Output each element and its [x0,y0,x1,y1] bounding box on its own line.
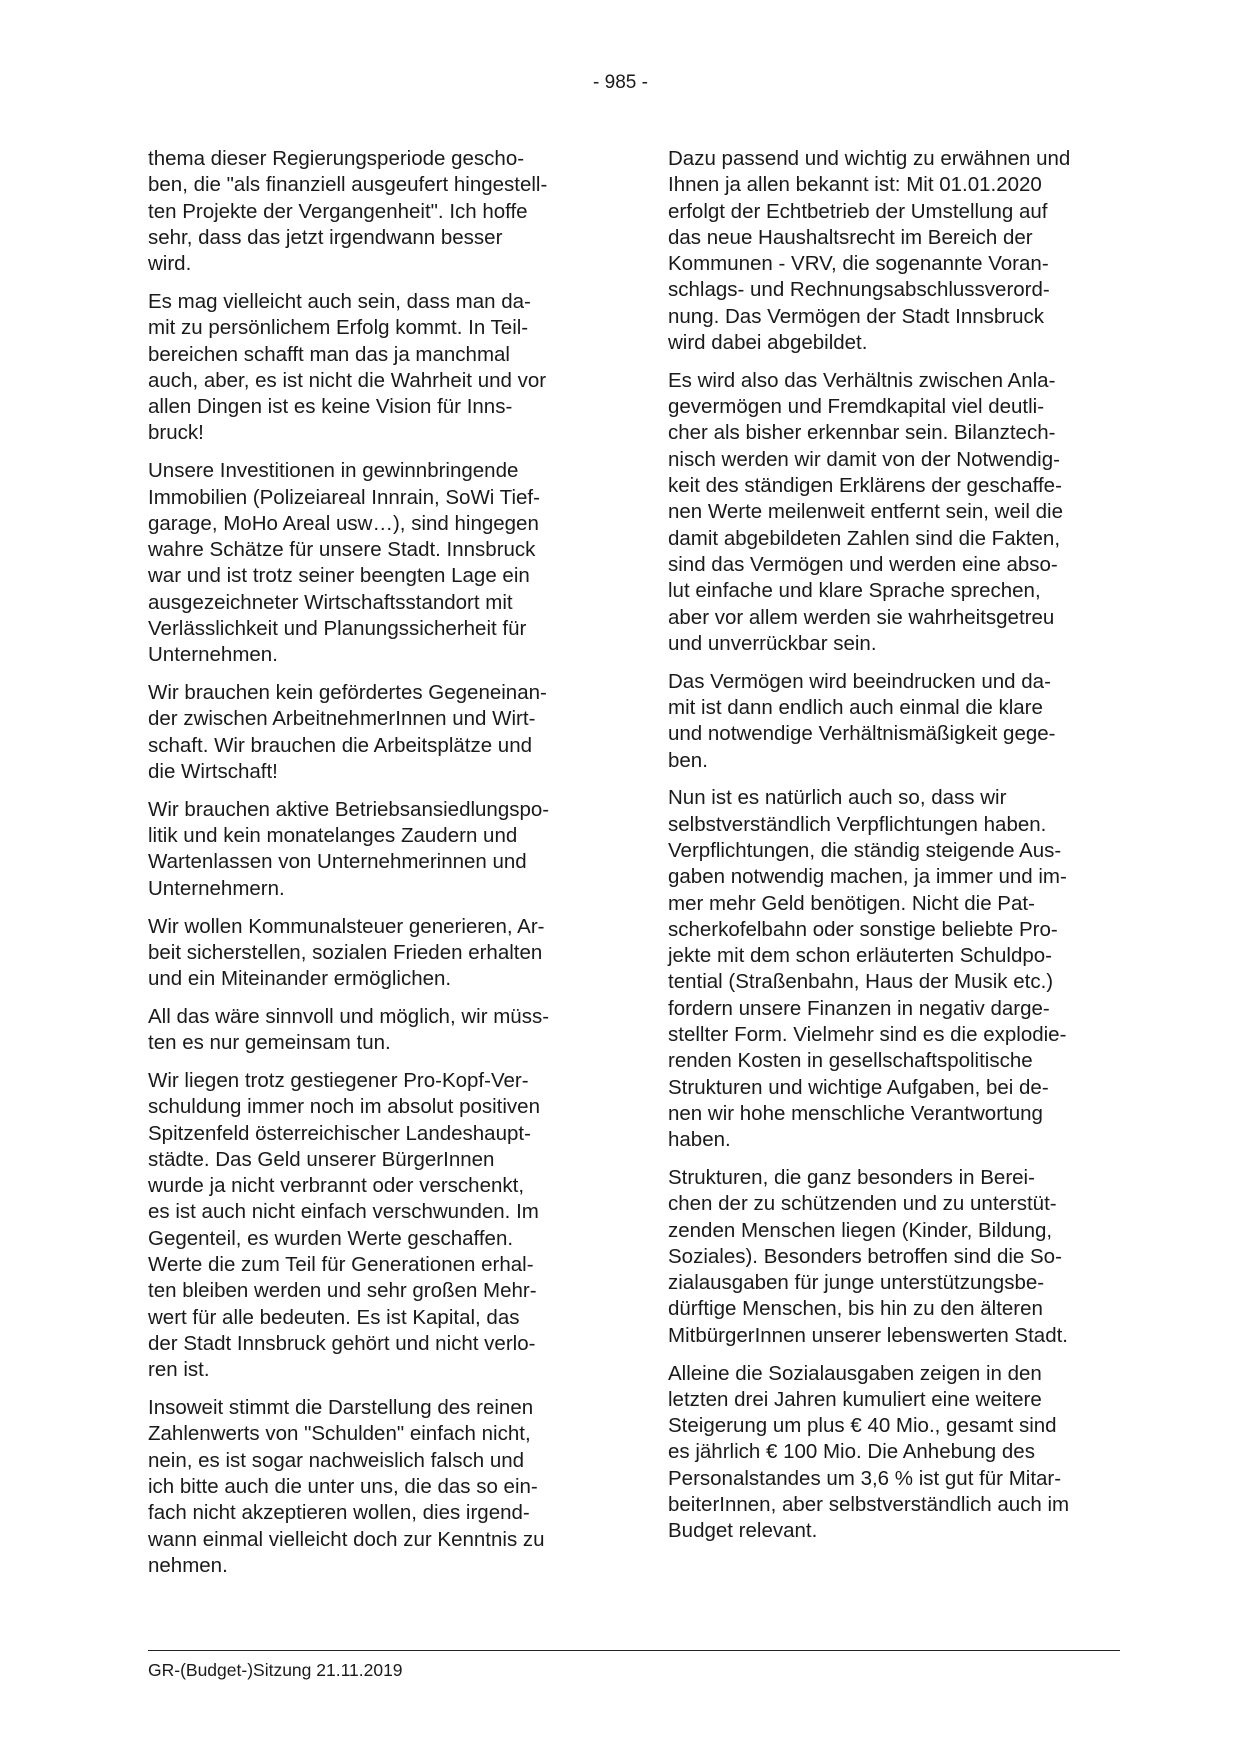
text-line: und notwendige Verhältnismäßigkeit gege- [668,722,1056,746]
text-line: schaft. Wir brauchen die Arbeitsplätze und [148,733,533,757]
text-line: Dazu passend und wichtig zu erwähnen und [668,147,1071,170]
text-line: stellter Form. Vielmehr sind es die explodie- [668,1023,1067,1046]
text-line: Wir wollen Kommunalsteuer generieren, Ar- [148,914,545,938]
text-line: wann einmal vielleicht doch zur Kenntnis zu [148,1527,545,1551]
text-line: ben. [668,748,708,772]
text-line: fach nicht akzeptieren wollen, dies irgend- [148,1501,530,1525]
text-line: ten bleiben werden und sehr großen Mehr- [148,1279,537,1303]
text-line: garage, MoHo Areal usw…), sind hingegen [148,511,539,535]
text-line: lut einfache und klare Sprache sprechen, [668,579,1041,603]
paragraph [668,146,1120,356]
text-line: Immobilien (Polizeiareal Innrain, SoWi Tief- [148,485,540,509]
text-line: chen der zu schützenden und zu unterstüt- [668,1192,1057,1216]
right-column [668,146,1120,1556]
paragraph [668,368,1120,657]
text-line: war und ist trotz seiner beengten Lage ein [148,564,530,588]
text-line: jekte mit dem schon erläuterten Schuldpo- [668,944,1053,968]
text-line: damit abgebildeten Zahlen sind die Fakten, [668,526,1061,550]
paragraph [148,680,596,785]
text-line: zialausgaben für junge unterstützungsbe- [668,1271,1045,1295]
text-line: nisch werden wir damit von der Notwendig- [668,447,1060,471]
text-line: beiterInnen, aber selbstverständlich auch im [668,1493,1070,1517]
page-number: - 985 - [593,72,648,93]
footer-divider [148,1650,1120,1651]
text-line: es jährlich € 100 Mio. Die Anhebung des [668,1440,1035,1464]
text-line: mer mehr Geld benötigen. Nicht die Pat- [668,891,1035,915]
text-line: wird dabei abgebildet. [668,331,868,355]
text-line: Strukturen und wichtige Aufgaben, bei de- [668,1075,1049,1099]
text-line: ten Projekte der Vergangenheit". Ich hoffe [148,199,528,223]
text-line: Werte die zum Teil für Generationen erhal- [148,1253,534,1277]
text-line: schlags- und Rechnungsabschlussverord- [668,278,1050,302]
text-line: und ein Miteinander ermöglichen. [148,967,452,991]
paragraph [668,669,1120,774]
text-line: gevermögen und Fremdkapital viel deutli- [668,395,1045,419]
text-line: scherkofelbahn oder sonstige beliebte Pro- [668,917,1058,941]
text-line: haben. [668,1128,731,1152]
text-line: Unsere Investitionen in gewinnbringende [148,459,519,483]
text-line: Unternehmern. [148,876,285,900]
text-line: Es mag vielleicht auch sein, dass man da- [148,289,531,313]
text-line: das neue Haushaltsrecht im Bereich der [668,225,1033,249]
text-line: renden Kosten in gesellschaftspolitische [668,1049,1033,1073]
text-line: sind das Vermögen und werden eine abso- [668,552,1058,576]
text-line: beit sicherstellen, sozialen Frieden erhalten [148,940,543,964]
left-column [148,146,596,1591]
text-line: Zahlenwerts von "Schulden" einfach nicht, [148,1422,531,1446]
text-line: ausgezeichneter Wirtschaftsstandort mit [148,590,513,614]
text-line: mit ist dann endlich auch einmal die klare [668,695,1043,719]
text-line: letzten drei Jahren kumuliert eine weitere [668,1387,1042,1411]
text-line: es ist auch nicht einfach verschwunden. Im [148,1200,539,1224]
text-line: erfolgt der Echtbetrieb der Umstellung auf [668,199,1048,223]
text-line: auch, aber, es ist nicht die Wahrheit und vor [148,368,547,392]
text-line: der zwischen ArbeitnehmerInnen und Wirt- [148,707,536,731]
text-line: städte. Das Geld unserer BürgerInnen [148,1147,495,1171]
text-line: zenden Menschen liegen (Kinder, Bildung, [668,1218,1053,1242]
text-line: Kommunen - VRV, die sogenannte Voran- [668,252,1049,276]
text-line: wert für alle bedeuten. Es ist Kapital, das [148,1305,520,1329]
paragraph [148,914,596,993]
paragraph [668,1361,1120,1545]
text-line: All das wäre sinnvoll und möglich, wir müss- [148,1004,550,1028]
text-line: mit zu persönlichem Erfolg kommt. In Teil- [148,316,529,340]
text-line: wahre Schätze für unsere Stadt. Innsbruck [148,538,536,562]
text-line: Wir liegen trotz gestiegener Pro-Kopf-Ver- [148,1069,529,1092]
text-line: ten es nur gemeinsam tun. [148,1031,391,1055]
text-line: Budget relevant. [668,1519,818,1543]
text-line: Nun ist es natürlich auch so, dass wir [668,786,1007,810]
text-line: Wartenlassen von Unternehmerinnen und [148,850,527,874]
text-line: die Wirtschaft! [148,760,278,784]
text-line: aber vor allem werden sie wahrheitsgetreu [668,605,1055,629]
text-line: und unverrückbar sein. [668,631,877,655]
text-line: thema dieser Regierungsperiode gescho- [148,147,525,170]
text-line: Es wird also das Verhältnis zwischen Anla- [668,368,1056,392]
text-line: sehr, dass das jetzt irgendwann besser [148,225,503,249]
text-line: cher als bisher erkennbar sein. Bilanztech- [668,421,1056,445]
text-line: Spitzenfeld österreichischer Landeshaupt- [148,1121,531,1145]
text-line: keit des ständigen Erklärens der geschaffe- [668,474,1062,498]
text-line: dürftige Menschen, bis hin zu den älteren [668,1297,1043,1321]
text-line: nen wir hohe menschliche Verantwortung [668,1101,1043,1125]
text-line: Gegenteil, es wurden Werte geschaffen. [148,1226,514,1250]
text-line: ren ist. [148,1358,210,1382]
text-line: der Stadt Innsbruck gehört und nicht verlo- [148,1331,536,1355]
text-line: Verpflichtungen, die ständig steigende Aus- [668,838,1062,862]
text-line: ich bitte auch die unter uns, die das so ein- [148,1474,538,1498]
text-line: Soziales). Besonders betroffen sind die So- [668,1244,1062,1268]
text-line: bruck! [148,421,204,445]
paragraph [148,146,596,277]
text-line: Ihnen ja allen bekannt ist: Mit 01.01.2020 [668,173,1042,197]
text-line: fordern unsere Finanzen in negativ darge- [668,996,1050,1020]
paragraph [668,1165,1120,1349]
text-line: allen Dingen ist es keine Vision für Inns- [148,395,513,419]
text-line: litik und kein monatelanges Zaudern und [148,824,518,848]
paragraph [148,458,596,668]
text-line: Personalstandes um 3,6 % ist gut für Mitar- [668,1466,1062,1490]
text-line: Wir brauchen aktive Betriebsansiedlungspo- [148,797,550,821]
paragraph [148,1004,596,1057]
text-line: Steigerung um plus € 40 Mio., gesamt sind [668,1414,1057,1438]
text-line: ben, die "als finanziell ausgeufert hingestell- [148,173,548,197]
text-line: tential (Straßenbahn, Haus der Musik etc.) [668,970,1054,994]
text-line: nein, es ist sogar nachweislich falsch und [148,1448,525,1472]
text-line: Alleine die Sozialausgaben zeigen in den [668,1361,1042,1385]
text-line: nen Werte meilenweit entfernt sein, weil die [668,500,1064,524]
text-line: nehmen. [148,1553,228,1577]
paragraph [668,785,1120,1153]
paragraph [148,1068,596,1384]
text-line: Wir brauchen kein gefördertes Gegeneinan- [148,681,547,705]
footer-session-label: GR-(Budget-)Sitzung 21.11.2019 [148,1660,403,1680]
paragraph [148,797,596,902]
text-line: Das Vermögen wird beeindrucken und da- [668,669,1051,693]
text-line: nung. Das Vermögen der Stadt Innsbruck [668,304,1045,328]
text-line: Unternehmen. [148,643,278,667]
text-line: wird. [148,252,192,276]
paragraph [148,289,596,447]
text-line: wurde ja nicht verbrannt oder verschenkt, [148,1174,525,1198]
text-line: gaben notwendig machen, ja immer und im- [668,865,1067,889]
text-line: Insoweit stimmt die Darstellung des reinen [148,1396,534,1420]
text-line: bereichen schafft man das ja manchmal [148,342,510,366]
paragraph [148,1395,596,1579]
text-line: Verlässlichkeit und Planungssicherheit für [148,617,527,641]
text-line: MitbürgerInnen unserer lebenswerten Stadt. [668,1323,1068,1347]
text-line: Strukturen, die ganz besonders in Berei- [668,1165,1035,1189]
text-line: selbstverständlich Verpflichtungen haben. [668,812,1047,836]
text-line: schuldung immer noch im absolut positiven [148,1095,540,1119]
